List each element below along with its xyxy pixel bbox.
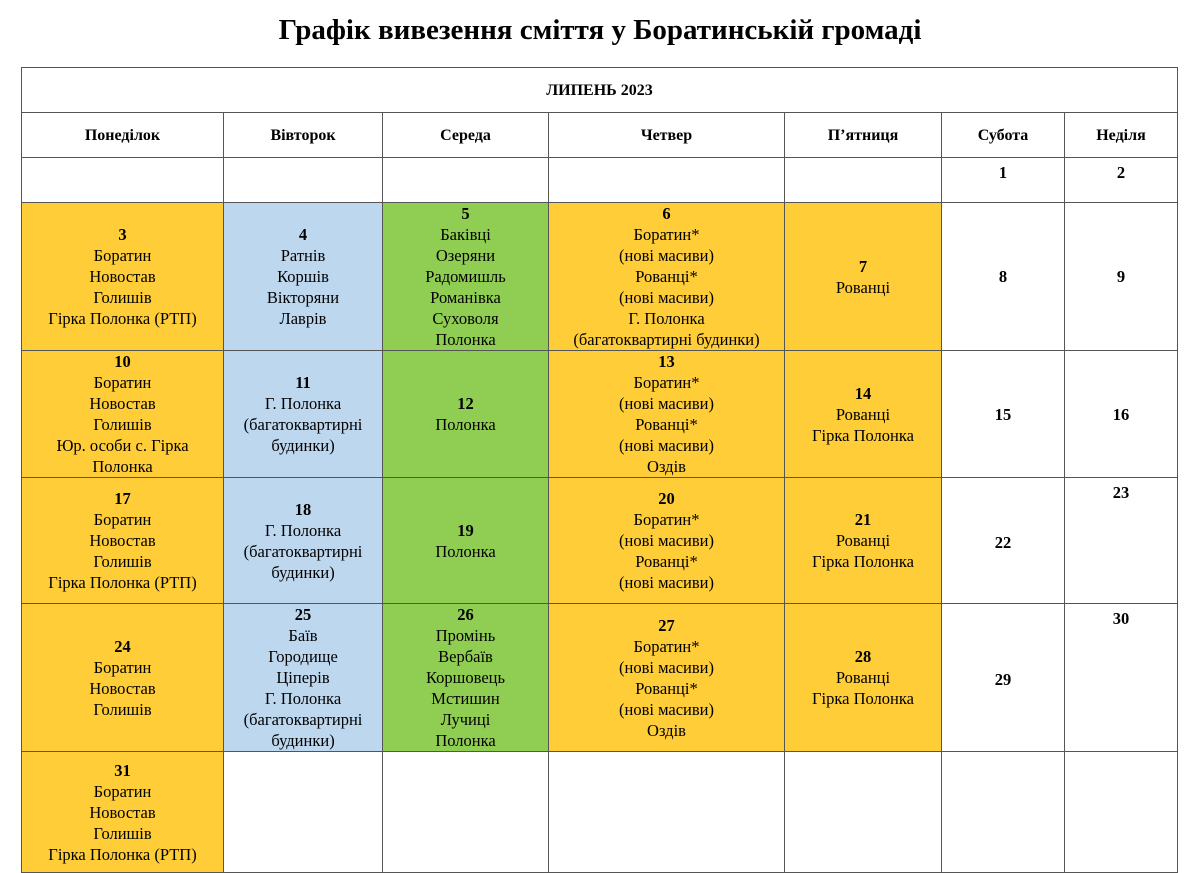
date-number: 7 (858, 256, 868, 276)
locality-entry: Новостав (89, 678, 156, 698)
locality-entry: Гірка Полонка (812, 689, 914, 708)
date-number: 3 (118, 225, 127, 244)
locality-entry: Боратин (93, 657, 152, 677)
day-header-thursday: Четвер (549, 113, 785, 158)
locality-entry: Голишів (93, 552, 152, 571)
locality-entry: (нові масиви) (619, 394, 714, 413)
day-cell-sunday (1065, 158, 1178, 203)
date-number: 11 (295, 373, 311, 392)
locality-entry: (багатоквартирні (243, 541, 363, 561)
day-cell-tuesday (224, 203, 383, 351)
locality-entry: Рованці (835, 404, 891, 424)
week-row (22, 158, 1178, 203)
date-number: 24 (114, 636, 131, 656)
day-cell-saturday (942, 604, 1065, 752)
locality-entry: Боратин* (633, 373, 700, 392)
date-number: 18 (294, 499, 312, 519)
day-cell-sunday (1065, 478, 1178, 604)
date-number: 4 (298, 225, 308, 244)
day-cell-friday (785, 158, 942, 203)
locality-entry: Гірка Полонка (РТП) (48, 844, 197, 864)
day-cell-thursday (549, 752, 785, 873)
locality-entry: Г. Полонка (264, 520, 342, 540)
day-cell-monday (22, 752, 224, 873)
locality-entry: Новостав (89, 394, 156, 413)
locality-entry: Рованці (835, 668, 891, 687)
locality-entry: Романівка (430, 288, 501, 307)
day-cell-saturday (942, 158, 1065, 203)
locality-entry: (нові масиви) (619, 436, 714, 455)
day-cell-monday (22, 158, 224, 203)
locality-entry: Новостав (89, 531, 156, 550)
locality-entry: Юр. особи с. Гірка (56, 436, 189, 455)
locality-entry: Рованці* (635, 678, 698, 698)
locality-entry: Боратин (93, 373, 152, 392)
locality-entry: Рованці* (635, 552, 698, 571)
locality-entry: Гірка Полонка (РТП) (48, 309, 197, 328)
locality-entry: Вербаїв (438, 647, 493, 666)
locality-entry: Мстишин (431, 689, 500, 708)
locality-entry: Полонка (435, 731, 496, 750)
locality-entry: (нові масиви) (619, 699, 714, 719)
day-cell-friday (785, 752, 942, 873)
day-cell-wednesday (383, 351, 549, 478)
date-number: 30 (1112, 609, 1130, 628)
locality-entry: Боратин (93, 510, 152, 529)
locality-entry: Голишів (93, 823, 152, 843)
day-cell-tuesday (224, 351, 383, 478)
date-number: 14 (854, 383, 872, 403)
day-header-monday: Понеділок (22, 113, 224, 158)
locality-entry: Полонка (435, 541, 496, 561)
week-row (22, 351, 1178, 478)
locality-entry: Рованці* (635, 267, 698, 286)
locality-entry: (багатоквартирні будинки) (573, 330, 760, 349)
day-cell-saturday (942, 752, 1065, 873)
locality-entry: Полонка (435, 330, 496, 349)
day-cell-wednesday (383, 203, 549, 351)
page-title: Графік вивезення сміття у Боратинській громаді (278, 14, 922, 46)
date-number: 8 (998, 267, 1008, 286)
date-number: 10 (114, 352, 131, 371)
day-cell-tuesday (224, 158, 383, 203)
locality-entry: будинки) (271, 731, 335, 750)
date-number: 29 (994, 670, 1012, 689)
date-number: 27 (658, 615, 675, 635)
date-number: 25 (294, 605, 312, 624)
week-row (22, 203, 1178, 351)
locality-entry: Гірка Полонка (РТП) (48, 573, 197, 592)
day-cell-wednesday (383, 604, 549, 752)
locality-entry: Боратин* (633, 510, 700, 529)
locality-entry: Промінь (435, 626, 496, 645)
day-cell-monday (22, 478, 224, 604)
date-number: 31 (114, 760, 131, 780)
locality-entry: Ратнів (280, 246, 326, 265)
locality-entry: Суховоля (432, 309, 499, 328)
day-cell-thursday (549, 604, 785, 752)
date-number: 22 (994, 533, 1012, 552)
date-number: 5 (461, 204, 470, 223)
date-number: 20 (658, 489, 675, 508)
day-cell-thursday (549, 351, 785, 478)
locality-entry: Баїв (288, 626, 318, 645)
date-number: 28 (854, 647, 872, 666)
date-number: 9 (1116, 267, 1126, 286)
locality-entry: Лучиці (440, 710, 491, 729)
locality-entry: Боратин* (633, 225, 700, 244)
day-header-wednesday: Середа (383, 113, 549, 158)
locality-entry: Озеряни (435, 246, 496, 265)
date-number: 23 (1112, 483, 1130, 502)
day-header-saturday: Субота (942, 113, 1065, 158)
locality-entry: Гірка Полонка (812, 552, 914, 571)
locality-entry: Новостав (89, 802, 156, 822)
day-cell-friday (785, 203, 942, 351)
locality-entry: Боратин (93, 246, 152, 265)
locality-entry: Баківці (440, 225, 491, 244)
day-cell-friday (785, 478, 942, 604)
locality-entry: Голишів (93, 415, 152, 434)
date-number: 2 (1116, 163, 1126, 182)
date-number: 16 (1112, 404, 1130, 424)
locality-entry: (нові масиви) (619, 657, 714, 677)
locality-entry: Голишів (93, 288, 152, 307)
day-cell-thursday (549, 158, 785, 203)
week-row (22, 478, 1178, 604)
locality-entry: Вікторяни (266, 288, 340, 307)
locality-entry: Оздів (647, 457, 686, 476)
locality-entry: Г. Полонка (264, 394, 342, 413)
locality-entry: Рованці* (635, 415, 698, 434)
day-cell-sunday (1065, 351, 1178, 478)
day-cell-thursday (549, 203, 785, 351)
locality-entry: (нові масиви) (619, 246, 714, 265)
locality-entry: Рованці (835, 531, 891, 550)
schedule-table (21, 67, 1178, 873)
day-cell-thursday (549, 478, 785, 604)
date-number: 6 (662, 204, 671, 223)
locality-entry: Г. Полонка (264, 689, 342, 708)
locality-entry: (багатоквартирні (243, 415, 363, 434)
date-number: 15 (994, 404, 1012, 424)
locality-entry: Г. Полонка (628, 309, 705, 328)
week-row (22, 604, 1178, 752)
locality-entry: Полонка (435, 415, 496, 434)
day-cell-sunday (1065, 203, 1178, 351)
day-cell-saturday (942, 203, 1065, 351)
day-cell-tuesday (224, 604, 383, 752)
locality-entry: Голишів (93, 699, 152, 719)
day-cell-monday (22, 203, 224, 351)
date-number: 19 (457, 520, 474, 540)
date-number: 13 (658, 352, 675, 371)
day-cell-saturday (942, 478, 1065, 604)
date-number: 1 (998, 163, 1008, 182)
day-cell-sunday (1065, 752, 1178, 873)
day-cell-tuesday (224, 752, 383, 873)
day-cell-monday (22, 351, 224, 478)
locality-entry: Ціперів (276, 668, 330, 687)
locality-entry: Городище (268, 647, 338, 666)
locality-entry: Боратин (93, 781, 152, 801)
locality-entry: Радомишль (425, 267, 506, 286)
date-number: 17 (114, 489, 131, 508)
month-header: ЛИПЕНЬ 2023 (22, 68, 1178, 113)
locality-entry: (багатоквартирні (243, 710, 363, 729)
locality-entry: Коршів (277, 267, 329, 286)
locality-entry: Лаврів (279, 309, 327, 328)
day-cell-wednesday (383, 478, 549, 604)
day-cell-sunday (1065, 604, 1178, 752)
locality-entry: (нові масиви) (619, 531, 714, 550)
date-number: 12 (457, 394, 474, 413)
day-cell-tuesday (224, 478, 383, 604)
locality-entry: (нові масиви) (619, 288, 714, 307)
week-row (22, 752, 1178, 873)
date-number: 26 (457, 605, 474, 624)
locality-entry: Новостав (89, 267, 156, 286)
day-header-friday: П’ятниця (785, 113, 942, 158)
day-cell-wednesday (383, 158, 549, 203)
locality-entry: Гірка Полонка (812, 425, 914, 445)
locality-entry: Боратин* (633, 636, 700, 656)
day-cell-friday (785, 604, 942, 752)
day-cell-saturday (942, 351, 1065, 478)
day-header-tuesday: Вівторок (224, 113, 383, 158)
day-cell-monday (22, 604, 224, 752)
date-number: 21 (854, 510, 872, 529)
day-cell-wednesday (383, 752, 549, 873)
locality-entry: Полонка (92, 457, 153, 476)
locality-entry: будинки) (271, 562, 335, 582)
day-cell-friday (785, 351, 942, 478)
locality-entry: Коршовець (425, 668, 505, 687)
locality-entry: (нові масиви) (619, 573, 714, 592)
locality-entry: Оздів (647, 720, 686, 740)
locality-entry: будинки) (271, 436, 335, 455)
day-header-sunday: Неділя (1065, 113, 1178, 158)
locality-entry: Рованці (835, 277, 891, 297)
